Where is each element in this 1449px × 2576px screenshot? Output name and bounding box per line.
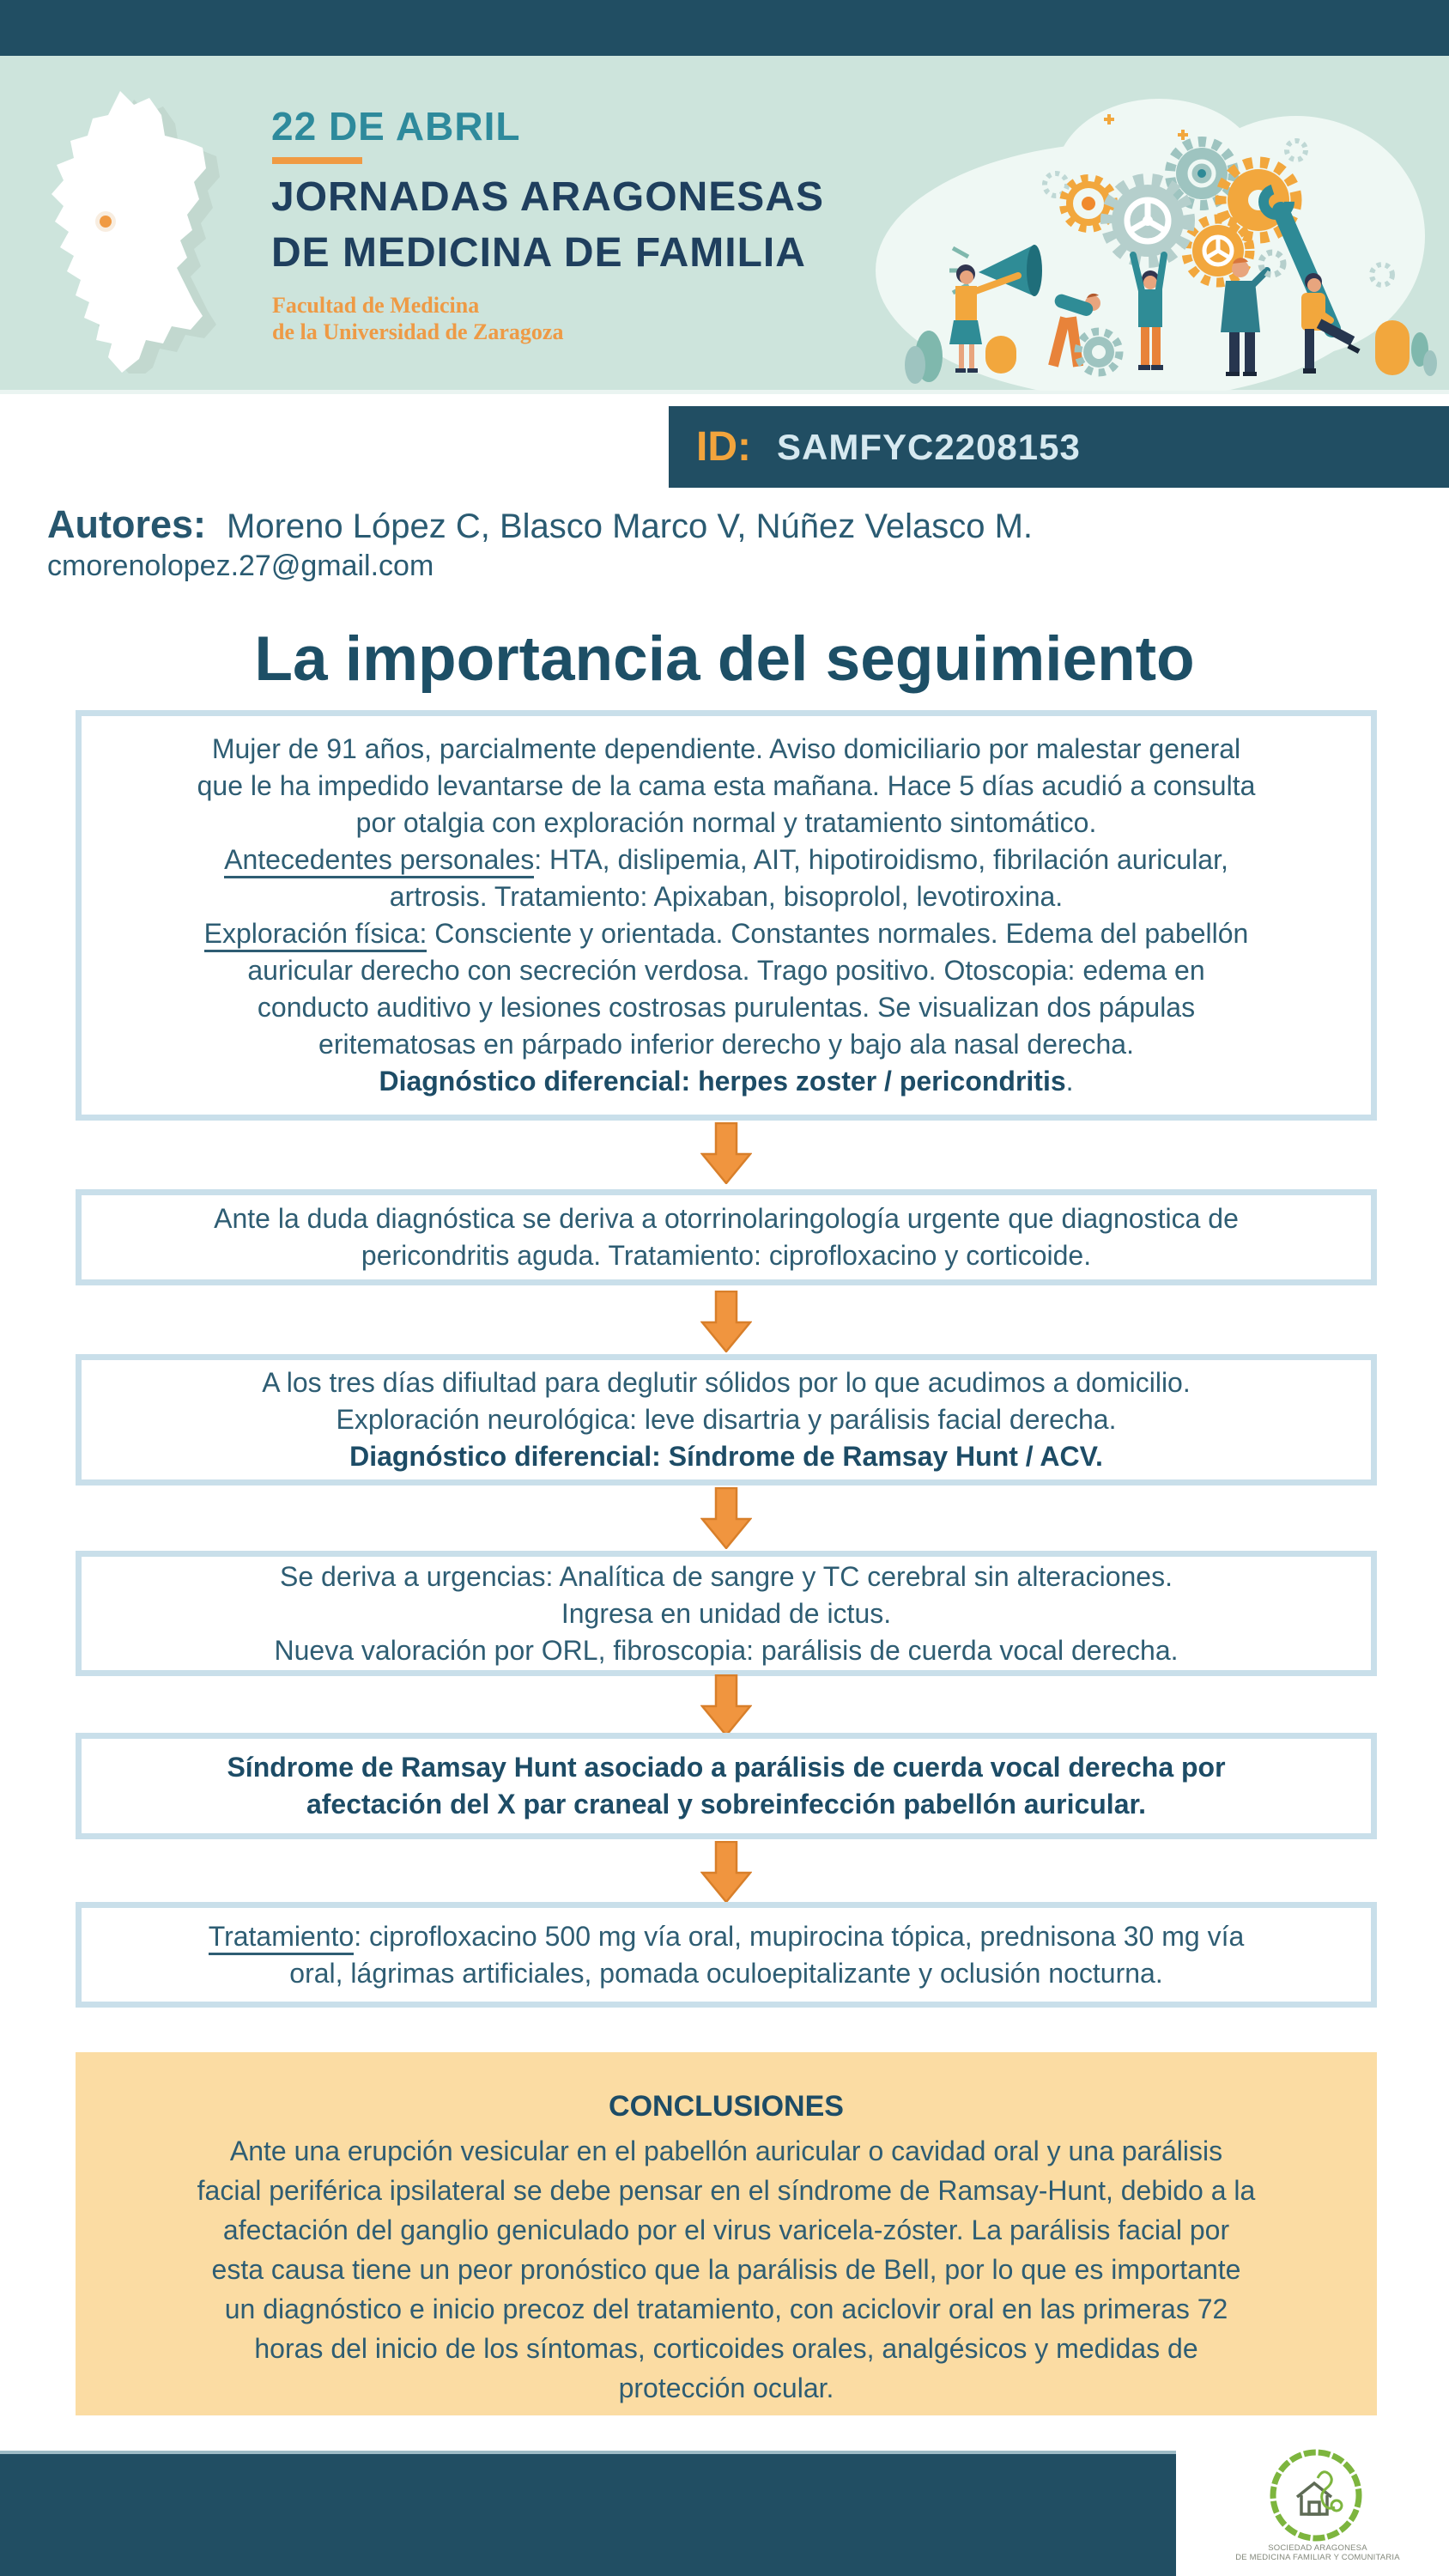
down-arrow-icon	[700, 1487, 752, 1549]
case-line: auricular derecho con secreción verdosa. Trago positivo. Otoscopia: edema en	[247, 955, 1205, 986]
teamwork-illustration	[850, 73, 1442, 391]
faculty-line1: Facultad de Medicina	[272, 293, 480, 318]
authors-label: Autores:	[47, 502, 207, 546]
down-arrow-icon	[700, 1122, 752, 1184]
aragon-map	[26, 86, 223, 374]
case-box-treatment	[76, 1902, 1377, 2008]
conclusions-line: un diagnóstico e inicio precoz del tratamiento, con aciclovir oral en las primeras 72	[224, 2293, 1228, 2324]
conclusions-line: horas del inicio de los síntomas, corticoides orales, analgésicos y medidas de	[254, 2333, 1198, 2364]
case-box-home-visit	[76, 1354, 1377, 1485]
case-line: Nueva valoración por ORL, fibroscopia: parálisis de cuerda vocal derecha.	[274, 1634, 1179, 1666]
samfyc-logo-line2: DE MEDICINA FAMILIAR Y COMUNITARIA	[1235, 2553, 1400, 2562]
case-line: pericondritis aguda. Tratamiento: ciprofloxacino y corticoide.	[361, 1240, 1092, 1271]
case-box-orl-referral	[76, 1189, 1377, 1285]
conclusions-line: facial periférica ipsilateral se debe pensar en el síndrome de Ramsay-Hunt, debido a la	[197, 2175, 1256, 2206]
id-banner	[669, 406, 1449, 488]
case-line: Exploración neurológica: leve disartria y parálisis facial derecha.	[336, 1404, 1117, 1435]
case-line: Diagnóstico diferencial: herpes zoster / pericondritis.	[379, 1066, 1074, 1097]
case-line: Tratamiento: ciprofloxacino 500 mg vía oral, mupirocina tópica, prednisona 30 mg vía	[82, 1918, 1371, 1955]
case-line: Antecedentes personales: HTA, dislipemia, AIT, hipotiroidismo, fibrilación auricular,	[82, 841, 1371, 878]
case-line: Mujer de 91 años, parcialmente dependiente. Aviso domiciliario por malestar general	[211, 733, 1241, 764]
header-title-line1: JORNADAS ARAGONESAS	[271, 174, 824, 220]
conclusions-line: Ante una erupción vesicular en el pabellón auricular o cavidad oral y una parálisis	[229, 2136, 1223, 2166]
case-line: Se deriva a urgencias: Analítica de sangre y TC cerebral sin alteraciones.	[280, 1560, 1173, 1592]
samfyc-house-stethoscope-logo	[1264, 2444, 1367, 2547]
samfyc-logo-line1: SOCIEDAD ARAGONESA	[1268, 2543, 1367, 2553]
conclusions-box	[76, 2052, 1377, 2415]
case-box-presentation	[76, 710, 1377, 1121]
case-line: afectación del X par craneal y sobreinfección pabellón auricular.	[306, 1789, 1147, 1820]
authors-email: cmorenolopez.27@gmail.com	[47, 550, 434, 582]
conclusions-line: afectación del ganglio geniculado por el virus varicela-zóster. La parálisis facial por	[222, 2215, 1230, 2245]
down-arrow-icon	[700, 1841, 752, 1903]
header-date: 22 DE ABRIL	[271, 104, 521, 149]
case-line: Síndrome de Ramsay Hunt asociado a parálisis de cuerda vocal derecha por	[227, 1752, 1226, 1783]
samfyc-logo-text	[1228, 2543, 1408, 2562]
case-line: eritematosas en párpado inferior derecho y bajo ala nasal derecha.	[318, 1029, 1134, 1060]
down-arrow-icon	[700, 1674, 752, 1736]
case-line: Ingresa en unidad de ictus.	[561, 1597, 892, 1629]
authors-names: Moreno López C, Blasco Marco V, Núñez Velasco M.	[227, 507, 1033, 545]
case-line: A los tres días difiultad para deglutir sólidos por lo que acudimos a domicilio.	[262, 1367, 1191, 1398]
down-arrow-icon	[700, 1291, 752, 1352]
conclusions-line: esta causa tiene un peor pronóstico que la parálisis de Bell, por lo que es importante	[211, 2254, 1241, 2285]
faculty-line2: de la Universidad de Zaragoza	[272, 319, 564, 344]
case-line: artrosis. Tratamiento: Apixaban, bisoprolol, levotiroxina.	[389, 881, 1064, 912]
case-box-emergency	[76, 1551, 1377, 1676]
authors-line	[47, 502, 1033, 547]
id-value: SAMFYC2208153	[776, 426, 1081, 467]
case-line: Exploración física: Consciente y orientada. Constantes normales. Edema del pabellón	[82, 915, 1371, 952]
zaragoza-dot	[100, 216, 112, 228]
page-title: La importancia del seguimiento	[254, 624, 1195, 694]
header-title-line2: DE MEDICINA DE FAMILIA	[271, 230, 806, 276]
header-accent-line	[272, 157, 362, 164]
case-line: oral, lágrimas artificiales, pomada oculoepitalizante y oclusión nocturna.	[289, 1957, 1163, 1989]
conclusions-heading: CONCLUSIONES	[609, 2090, 844, 2123]
id-label: ID:	[696, 424, 751, 470]
case-line: que le ha impedido levantarse de la cama esta mañana. Hace 5 días acudió a consulta	[197, 770, 1256, 801]
top-bar	[0, 0, 1449, 56]
case-line: por otalgia con exploración normal y tratamiento sintomático.	[355, 807, 1097, 838]
case-line: conducto auditivo y lesiones costrosas purulentas. Se visualizan dos pápulas	[257, 992, 1196, 1023]
case-line: Diagnóstico diferencial: Síndrome de Ramsay Hunt / ACV.	[349, 1441, 1103, 1472]
footer-bar	[0, 2451, 1176, 2576]
conclusions-line: protección ocular.	[618, 2372, 834, 2403]
case-box-diagnosis	[76, 1733, 1377, 1839]
case-line: Ante la duda diagnóstica se deriva a otorrinolaringología urgente que diagnostica de	[214, 1203, 1239, 1234]
